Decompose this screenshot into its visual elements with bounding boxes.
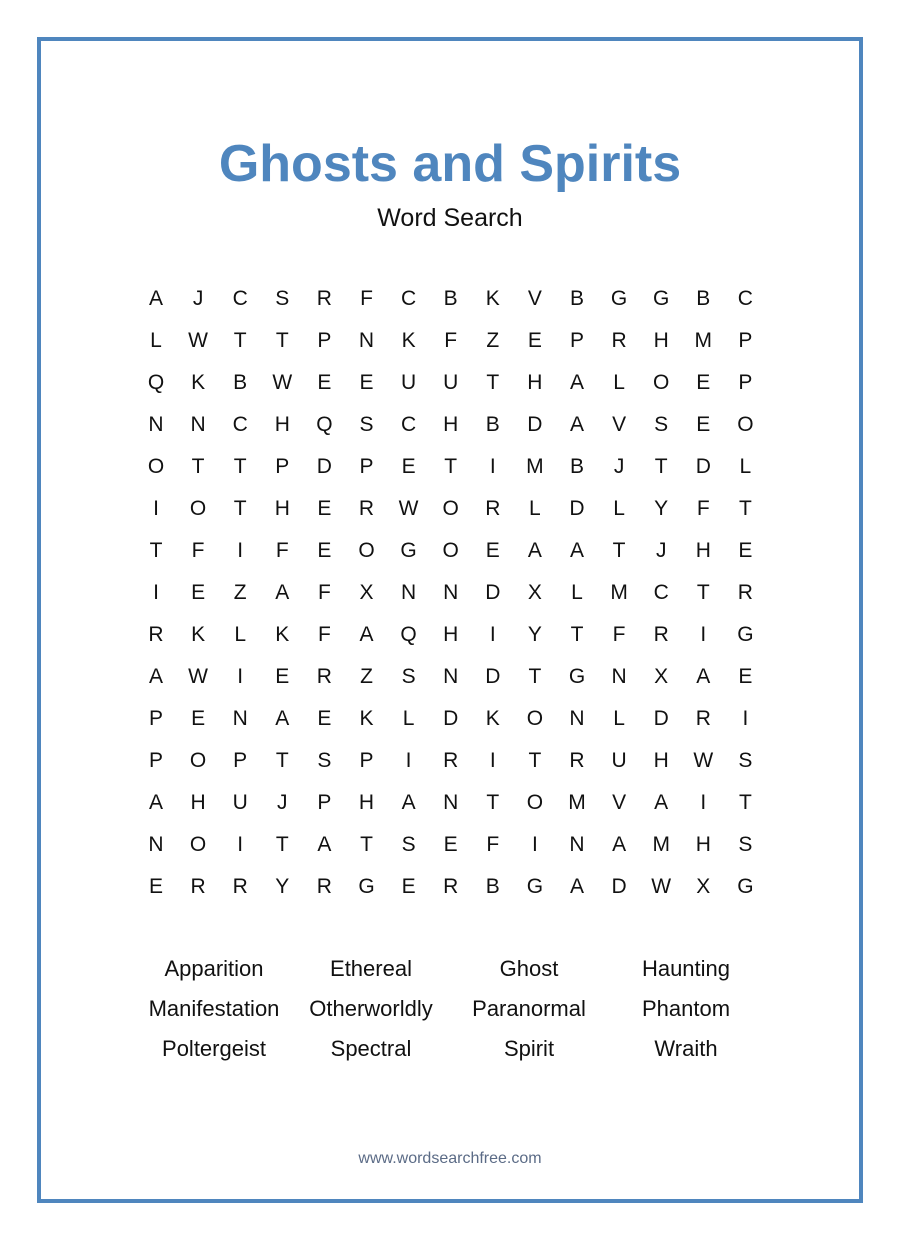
grid-letter: O [653, 371, 670, 394]
grid-letter: E [275, 665, 290, 688]
grid-letter: T [486, 371, 500, 394]
grid-letter: F [360, 287, 373, 310]
page-title: Ghosts and Spirits [218, 135, 682, 193]
grid-letter: T [360, 833, 373, 856]
grid-letter: P [738, 329, 753, 352]
grid-letter: R [316, 665, 332, 688]
grid-letter: N [569, 833, 585, 856]
grid-letter: M [652, 833, 670, 856]
grid-letter: O [189, 749, 207, 772]
grid-letter: R [232, 875, 248, 898]
grid-letter: E [485, 539, 500, 562]
grid-letter: C [653, 581, 669, 604]
grid-letter: O [189, 833, 207, 856]
grid-letter: C [401, 413, 417, 436]
grid-letter: P [148, 749, 163, 772]
grid-letter: T [486, 791, 500, 814]
grid-letter: I [237, 665, 244, 688]
grid-letter: T [654, 455, 668, 478]
grid-letter: V [612, 791, 627, 814]
grid-letter: E [401, 875, 416, 898]
grid-letter: U [611, 749, 627, 772]
grid-letter: P [359, 455, 374, 478]
grid-letter: P [317, 329, 332, 352]
grid-letter: E [359, 371, 374, 394]
grid-letter: O [358, 539, 375, 562]
grid-letter: E [148, 875, 163, 898]
grid-letter: H [358, 791, 375, 814]
grid-letter: P [317, 791, 332, 814]
grid-letter: S [738, 749, 753, 772]
grid-letter: V [612, 413, 627, 436]
grid-letter: H [527, 371, 543, 394]
grid-letter: R [569, 749, 585, 772]
grid-letter: O [737, 413, 754, 436]
grid-letter: L [234, 623, 247, 646]
grid-letter: L [402, 707, 415, 730]
grid-letter: A [359, 623, 374, 646]
grid-letter: A [654, 791, 669, 814]
grid-letter: K [275, 623, 290, 646]
grid-letter: H [653, 329, 669, 352]
grid-letter: N [443, 791, 459, 814]
grid-letter: I [405, 749, 412, 772]
grid-letter: T [696, 581, 710, 604]
grid-letter: X [654, 665, 669, 688]
grid-letter: T [233, 329, 247, 352]
grid-letter: A [401, 791, 416, 814]
grid-letter: P [738, 371, 753, 394]
grid-letter: B [233, 371, 248, 394]
grid-letter: S [359, 413, 374, 436]
grid-letter: N [401, 581, 417, 604]
word-list-item: Spirit [503, 1036, 555, 1061]
grid-letter: K [401, 329, 416, 352]
grid-letter: J [655, 539, 667, 562]
grid-letter: Q [400, 623, 417, 646]
grid-letter: G [526, 875, 544, 898]
grid-letter: B [443, 287, 458, 310]
grid-letter: T [528, 665, 542, 688]
grid-letter: Z [233, 581, 247, 604]
grid-letter: H [274, 413, 290, 436]
grid-letter: L [613, 497, 625, 520]
grid-letter: Y [654, 497, 669, 520]
grid-letter: J [192, 287, 204, 310]
grid-letter: I [489, 749, 496, 772]
grid-letter: H [274, 497, 290, 520]
grid-letter: T [191, 455, 205, 478]
grid-letter: B [569, 287, 584, 310]
grid-letter: A [612, 833, 627, 856]
grid-letter: E [738, 665, 753, 688]
grid-letter: A [569, 371, 584, 394]
grid-letter: X [527, 581, 542, 604]
grid-letter: L [529, 497, 541, 520]
grid-letter: A [275, 707, 290, 730]
grid-letter: K [485, 707, 500, 730]
grid-letter: L [739, 455, 752, 478]
grid-letter: N [148, 413, 164, 436]
grid-letter: C [232, 413, 248, 436]
grid-letter: I [153, 497, 159, 520]
grid-letter: D [485, 665, 501, 688]
grid-letter: A [569, 413, 584, 436]
grid-letter: R [358, 497, 375, 520]
grid-letter: W [693, 749, 714, 772]
grid-letter: J [613, 455, 625, 478]
grid-letter: D [569, 497, 585, 520]
grid-letter: T [275, 749, 289, 772]
word-list-item: Spectral [330, 1036, 412, 1061]
grid-letter: E [696, 413, 711, 436]
grid-letter: E [191, 707, 206, 730]
page-subtitle: Word Search [377, 204, 523, 232]
grid-letter: R [316, 875, 332, 898]
grid-letter: R [737, 581, 753, 604]
grid-letter: I [700, 623, 707, 646]
grid-letter: P [359, 749, 374, 772]
grid-letter: O [147, 455, 165, 478]
grid-letter: U [401, 371, 417, 394]
word-list-item: Apparition [164, 956, 264, 981]
grid-letter: K [191, 371, 206, 394]
grid-letter: R [443, 875, 459, 898]
grid-letter: C [401, 287, 417, 310]
grid-letter: E [443, 833, 458, 856]
grid-letter: F [696, 497, 710, 520]
grid-letter: O [526, 791, 544, 814]
grid-letter: M [610, 581, 628, 604]
grid-letter: Q [147, 371, 165, 394]
grid-letter: E [317, 539, 332, 562]
grid-letter: Z [486, 329, 500, 352]
grid-letter: N [443, 665, 459, 688]
grid-letter: R [443, 749, 459, 772]
grid-letter: A [527, 539, 542, 562]
grid-letter: P [148, 707, 163, 730]
grid-letter: O [526, 707, 544, 730]
grid-letter: L [613, 371, 625, 394]
grid-letter: T [738, 791, 752, 814]
grid-letter: L [571, 581, 583, 604]
grid-letter: A [569, 539, 584, 562]
grid-letter: U [232, 791, 248, 814]
grid-letter: T [570, 623, 584, 646]
grid-letter: A [569, 875, 584, 898]
grid-letter: E [317, 497, 332, 520]
grid-letter: O [442, 497, 459, 520]
grid-letter: X [359, 581, 374, 604]
grid-letter: P [275, 455, 290, 478]
word-list-item: Ghost [499, 956, 559, 981]
grid-letter: Y [275, 875, 290, 898]
grid-letter: B [485, 875, 500, 898]
grid-letter: R [316, 287, 332, 310]
grid-letter: G [610, 287, 628, 310]
grid-letter: K [191, 623, 206, 646]
grid-letter: H [443, 623, 459, 646]
word-list-item: Haunting [641, 956, 731, 981]
grid-letter: D [695, 455, 711, 478]
grid-letter: V [527, 287, 542, 310]
grid-letter: W [651, 875, 672, 898]
grid-letter: P [569, 329, 584, 352]
grid-letter: P [233, 749, 248, 772]
grid-letter: F [317, 581, 331, 604]
grid-letter: N [232, 707, 248, 730]
grid-letter: Q [316, 413, 333, 436]
grid-letter: R [485, 497, 501, 520]
grid-letter: G [653, 287, 670, 310]
grid-letter: N [358, 329, 375, 352]
grid-letter: W [188, 329, 208, 352]
grid-letter: E [738, 539, 753, 562]
grid-letter: H [695, 833, 711, 856]
grid-letter: A [148, 665, 163, 688]
grid-letter: Z [360, 665, 373, 688]
grid-letter: F [191, 539, 205, 562]
grid-letter: S [738, 833, 753, 856]
grid-letter: F [486, 833, 500, 856]
grid-letter: G [358, 875, 375, 898]
grid-letter: A [148, 791, 163, 814]
grid-letter: T [528, 749, 542, 772]
grid-letter: H [443, 413, 459, 436]
grid-letter: T [612, 539, 626, 562]
grid-letter: G [400, 539, 417, 562]
grid-letter: B [569, 455, 584, 478]
grid-letter: S [401, 665, 416, 688]
grid-letter: N [148, 833, 164, 856]
grid-letter: R [653, 623, 669, 646]
grid-letter: R [611, 329, 627, 352]
grid-letter: E [317, 371, 332, 394]
grid-letter: M [568, 791, 586, 814]
grid-letter: G [737, 623, 754, 646]
grid-letter: D [611, 875, 627, 898]
grid-letter: T [275, 329, 289, 352]
grid-letter: S [317, 749, 332, 772]
grid-letter: F [317, 623, 331, 646]
grid-letter: E [696, 371, 711, 394]
grid-letter: L [150, 329, 162, 352]
grid-letter: T [738, 497, 752, 520]
grid-letter: W [398, 497, 419, 520]
footer-url: www.wordsearchfree.com [358, 1150, 542, 1167]
grid-letter: E [191, 581, 206, 604]
grid-letter: R [695, 707, 711, 730]
grid-letter: J [277, 791, 288, 814]
word-list-item: Otherworldly [309, 996, 433, 1021]
grid-letter: F [275, 539, 289, 562]
grid-letter: H [190, 791, 206, 814]
grid-letter: R [190, 875, 206, 898]
grid-letter: H [653, 749, 669, 772]
grid-letter: I [700, 791, 707, 814]
grid-letter: D [485, 581, 501, 604]
grid-letter: X [696, 875, 711, 898]
grid-letter: T [444, 455, 458, 478]
grid-letter: S [654, 413, 669, 436]
grid-letter: T [233, 497, 247, 520]
grid-letter: I [489, 455, 496, 478]
grid-letter: D [443, 707, 459, 730]
grid-letter: W [272, 371, 293, 394]
grid-letter: O [189, 497, 207, 520]
grid-letter: I [237, 833, 244, 856]
grid-letter: T [233, 455, 247, 478]
grid-letter: C [232, 287, 248, 310]
grid-letter: K [359, 707, 374, 730]
grid-letter: R [148, 623, 164, 646]
grid-letter: F [612, 623, 626, 646]
grid-letter: M [526, 455, 544, 478]
word-list-item: Manifestation [148, 996, 280, 1021]
grid-letter: E [317, 707, 332, 730]
word-list-item: Phantom [641, 996, 731, 1021]
grid-letter: H [695, 539, 711, 562]
grid-letter: S [275, 287, 290, 310]
grid-letter: F [444, 329, 458, 352]
grid-letter: I [742, 707, 749, 730]
grid-letter: E [527, 329, 542, 352]
grid-letter: L [613, 707, 625, 730]
grid-letter: T [149, 539, 163, 562]
grid-letter: S [401, 833, 416, 856]
grid-letter: A [317, 833, 332, 856]
word-list-item: Wraith [654, 1036, 718, 1061]
word-list-item: Ethereal [330, 956, 412, 981]
grid-letter: I [237, 539, 244, 562]
grid-letter: A [696, 665, 711, 688]
grid-letter: B [485, 413, 500, 436]
grid-letter: N [190, 413, 206, 436]
grid-letter: D [316, 455, 332, 478]
grid-letter: N [443, 581, 459, 604]
grid-letter: D [527, 413, 543, 436]
grid-letter: G [737, 875, 754, 898]
grid-letter: K [485, 287, 500, 310]
grid-letter: W [188, 665, 208, 688]
grid-letter: E [401, 455, 416, 478]
grid-letter: U [443, 371, 459, 394]
grid-letter: N [611, 665, 627, 688]
grid-letter: I [531, 833, 538, 856]
grid-letter: O [442, 539, 459, 562]
grid-letter: B [696, 287, 711, 310]
grid-letter: N [569, 707, 585, 730]
grid-letter: I [153, 581, 159, 604]
grid-letter: A [275, 581, 290, 604]
grid-letter: G [568, 665, 586, 688]
grid-letter: D [653, 707, 669, 730]
grid-letter: Y [527, 623, 542, 646]
grid-letter: I [489, 623, 496, 646]
word-list-item: Paranormal [472, 996, 586, 1021]
grid-letter: A [148, 287, 163, 310]
grid-letter: M [694, 329, 713, 352]
grid-letter: C [737, 287, 753, 310]
word-list-item: Poltergeist [162, 1036, 266, 1061]
grid-letter: T [275, 833, 289, 856]
